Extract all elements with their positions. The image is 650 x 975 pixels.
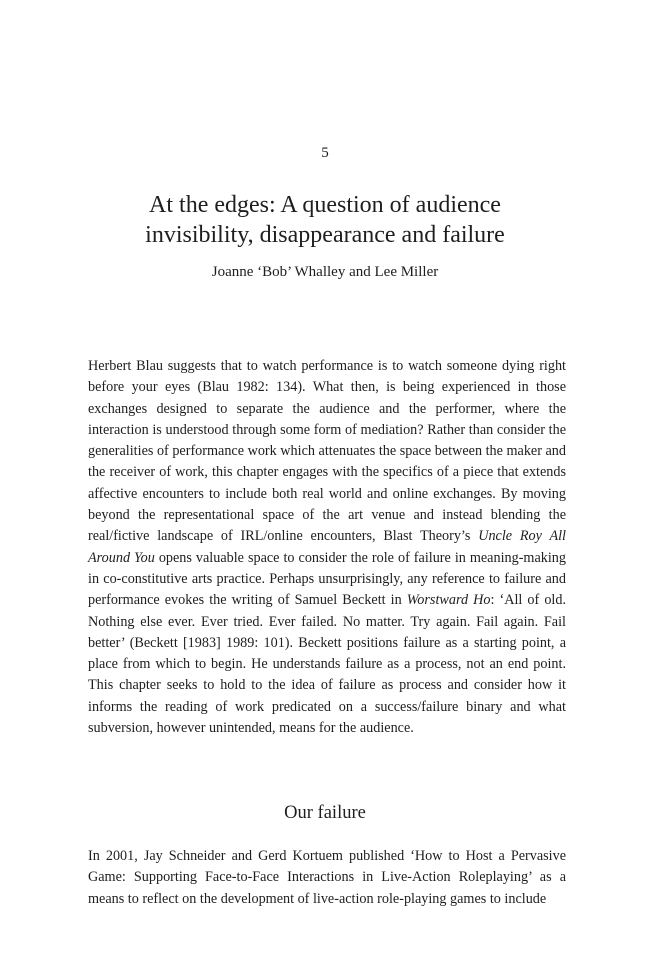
paragraph-text-segment: : ‘All of old. Nothing else ever. Ever tried. Ever failed. No matter. Try again. Fail again. Fail better’ (Beckett [1983] 1989: 101). Beckett positions failure as a starting point, a place from which to begin. He understands failure as a process, not an end point. This chapter seeks to hold to the idea of failure as process and consider how it informs the reading of work predicated on a success/failure binary and what subversion, however unintended, means for the audience. bbox=[88, 592, 567, 737]
section-paragraph: In 2001, Jay Schneider and Gerd Kortuem published ‘How to Host a Pervasive Game: Supporting Face-to-Face Interactions in Live-Action Roleplaying’ as a means to reflect on the development of live-action role-playing games to include bbox=[88, 848, 566, 907]
chapter-title-line-1: At the edges: A question of audience bbox=[149, 192, 501, 218]
chapter-number: 5 bbox=[321, 145, 329, 161]
chapter-title-line-2: invisibility, disappearance and failure bbox=[145, 222, 505, 248]
chapter-authors: Joanne ‘Bob’ Whalley and Lee Miller bbox=[211, 264, 439, 280]
paragraph-text-segment: opens valuable space to consider the role of failure in meaning-making in co-constitutive arts practice. Perhaps unsurprisingly, any reference to failure and performance evokes the writing of Samuel Beckett in bbox=[88, 549, 566, 609]
section-heading: Our failure bbox=[284, 803, 366, 823]
work-title-uncle-roy: Uncle Roy All Around You bbox=[88, 528, 566, 566]
chapter-title bbox=[0, 190, 650, 250]
work-title-worstward-ho: Worstward Ho bbox=[406, 592, 491, 609]
paragraph-text-segment: Herbert Blau suggests that to watch performance is to watch someone dying right before your eyes (Blau 1982: 134). What then, is being experienced in those exchanges designed to separate the audience and the performer, where the interaction is understood through some form of mediation? Rather than consider the generalities of performance work which attenuates the space between the maker and the receiver of work, this chapter engages with the specifics of a piece that extends affective encounters to include both real world and online exchanges. By moving beyond the representational space of the art venue and instead blending the real/fictive landscape of IRL/online encounters, Blast Theory’s bbox=[88, 358, 566, 545]
opening-paragraph bbox=[88, 356, 566, 739]
